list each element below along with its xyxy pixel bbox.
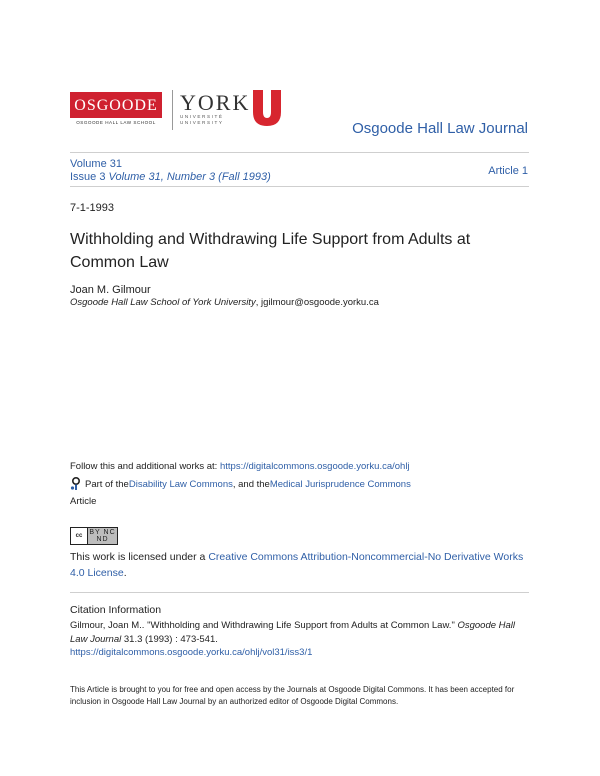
affiliation-name: Osgoode Hall Law School of York University xyxy=(70,297,256,308)
license-statement xyxy=(70,549,530,581)
publication-date: 7-1-1993 xyxy=(70,202,115,214)
follow-prefix: Follow this and additional works at: xyxy=(70,461,220,472)
osgoode-logo xyxy=(70,92,162,128)
cc-license-badge[interactable] xyxy=(70,527,118,545)
york-logo-uni-en: UNIVERSITY xyxy=(180,120,224,125)
access-footer: This Article is brought to you for free and open access by the Journals at Osgoode Digital Commons. It has been accepted for inclusion in Osgoode Hall Law Journal by an authorized editor of Osgoode Digital Commons. xyxy=(70,685,515,706)
york-logo xyxy=(180,92,250,126)
cc-icon: cc xyxy=(71,528,88,544)
license-suffix: . xyxy=(123,567,127,579)
author-name: Joan M. Gilmour xyxy=(70,284,151,296)
document-type: Article xyxy=(70,496,97,507)
license-prefix: This work is licensed under a xyxy=(70,551,209,563)
medical-jurisprudence-link[interactable]: Medical Jurisprudence Commons xyxy=(269,478,411,490)
license-link[interactable]: Creative Commons Attribution-Noncommercial-No Derivative Works 4.0 License xyxy=(70,551,524,579)
article-number-link[interactable]: Article 1 xyxy=(488,165,528,177)
network-commons-icon xyxy=(70,477,82,491)
follow-line xyxy=(70,461,410,472)
york-u-logo-icon xyxy=(250,88,284,128)
osgoode-logo-wordmark: OSGOODE xyxy=(70,92,162,118)
and-the-text: , and the xyxy=(232,478,270,490)
author-affiliation xyxy=(70,297,379,308)
disability-law-link[interactable]: Disability Law Commons xyxy=(128,478,233,490)
volume-link[interactable]: Volume 31 xyxy=(70,158,122,170)
by-nc-nd-icons: BY NC ND xyxy=(89,529,116,543)
citation-heading: Citation Information xyxy=(70,604,162,616)
logo-divider xyxy=(172,90,173,130)
part-of-line xyxy=(70,477,411,491)
issue-prefix: Issue 3 xyxy=(70,171,109,183)
citation-journal: Osgoode Hall Law Journal xyxy=(70,620,516,645)
citation-body xyxy=(70,619,530,660)
author-email: , jgilmour@osgoode.yorku.ca xyxy=(255,297,379,308)
journal-title-link[interactable]: Osgoode Hall Law Journal xyxy=(352,120,528,137)
article-title: Withholding and Withdrawing Life Support from Adults at Common Law xyxy=(70,231,471,271)
york-logo-uni-fr: UNIVERSITÉ xyxy=(180,114,224,119)
part-of-prefix: Part of the xyxy=(85,478,129,490)
york-logo-word: YORK xyxy=(180,90,251,115)
citation-url-link[interactable]: https://digitalcommons.osgoode.yorku.ca/ohlj/vol31/iss3/1 xyxy=(70,647,313,658)
issue-divider xyxy=(70,186,529,187)
issue-info xyxy=(70,158,271,184)
citation-text-1: Gilmour, Joan M.. "Withholding and Withdrawing Life Support from Adults at Common Law." xyxy=(70,620,458,631)
follow-url-link[interactable]: https://digitalcommons.osgoode.yorku.ca/ohlj xyxy=(219,461,410,472)
citation-text-2: 31.3 (1993) : 473-541. xyxy=(121,633,218,645)
header-divider xyxy=(70,152,529,153)
issue-link[interactable] xyxy=(70,171,271,183)
issue-detail: Volume 31, Number 3 (Fall 1993) xyxy=(108,171,271,183)
license-divider xyxy=(70,592,529,593)
osgoode-logo-subtitle: OSGOODE HALL LAW SCHOOL xyxy=(76,120,156,125)
